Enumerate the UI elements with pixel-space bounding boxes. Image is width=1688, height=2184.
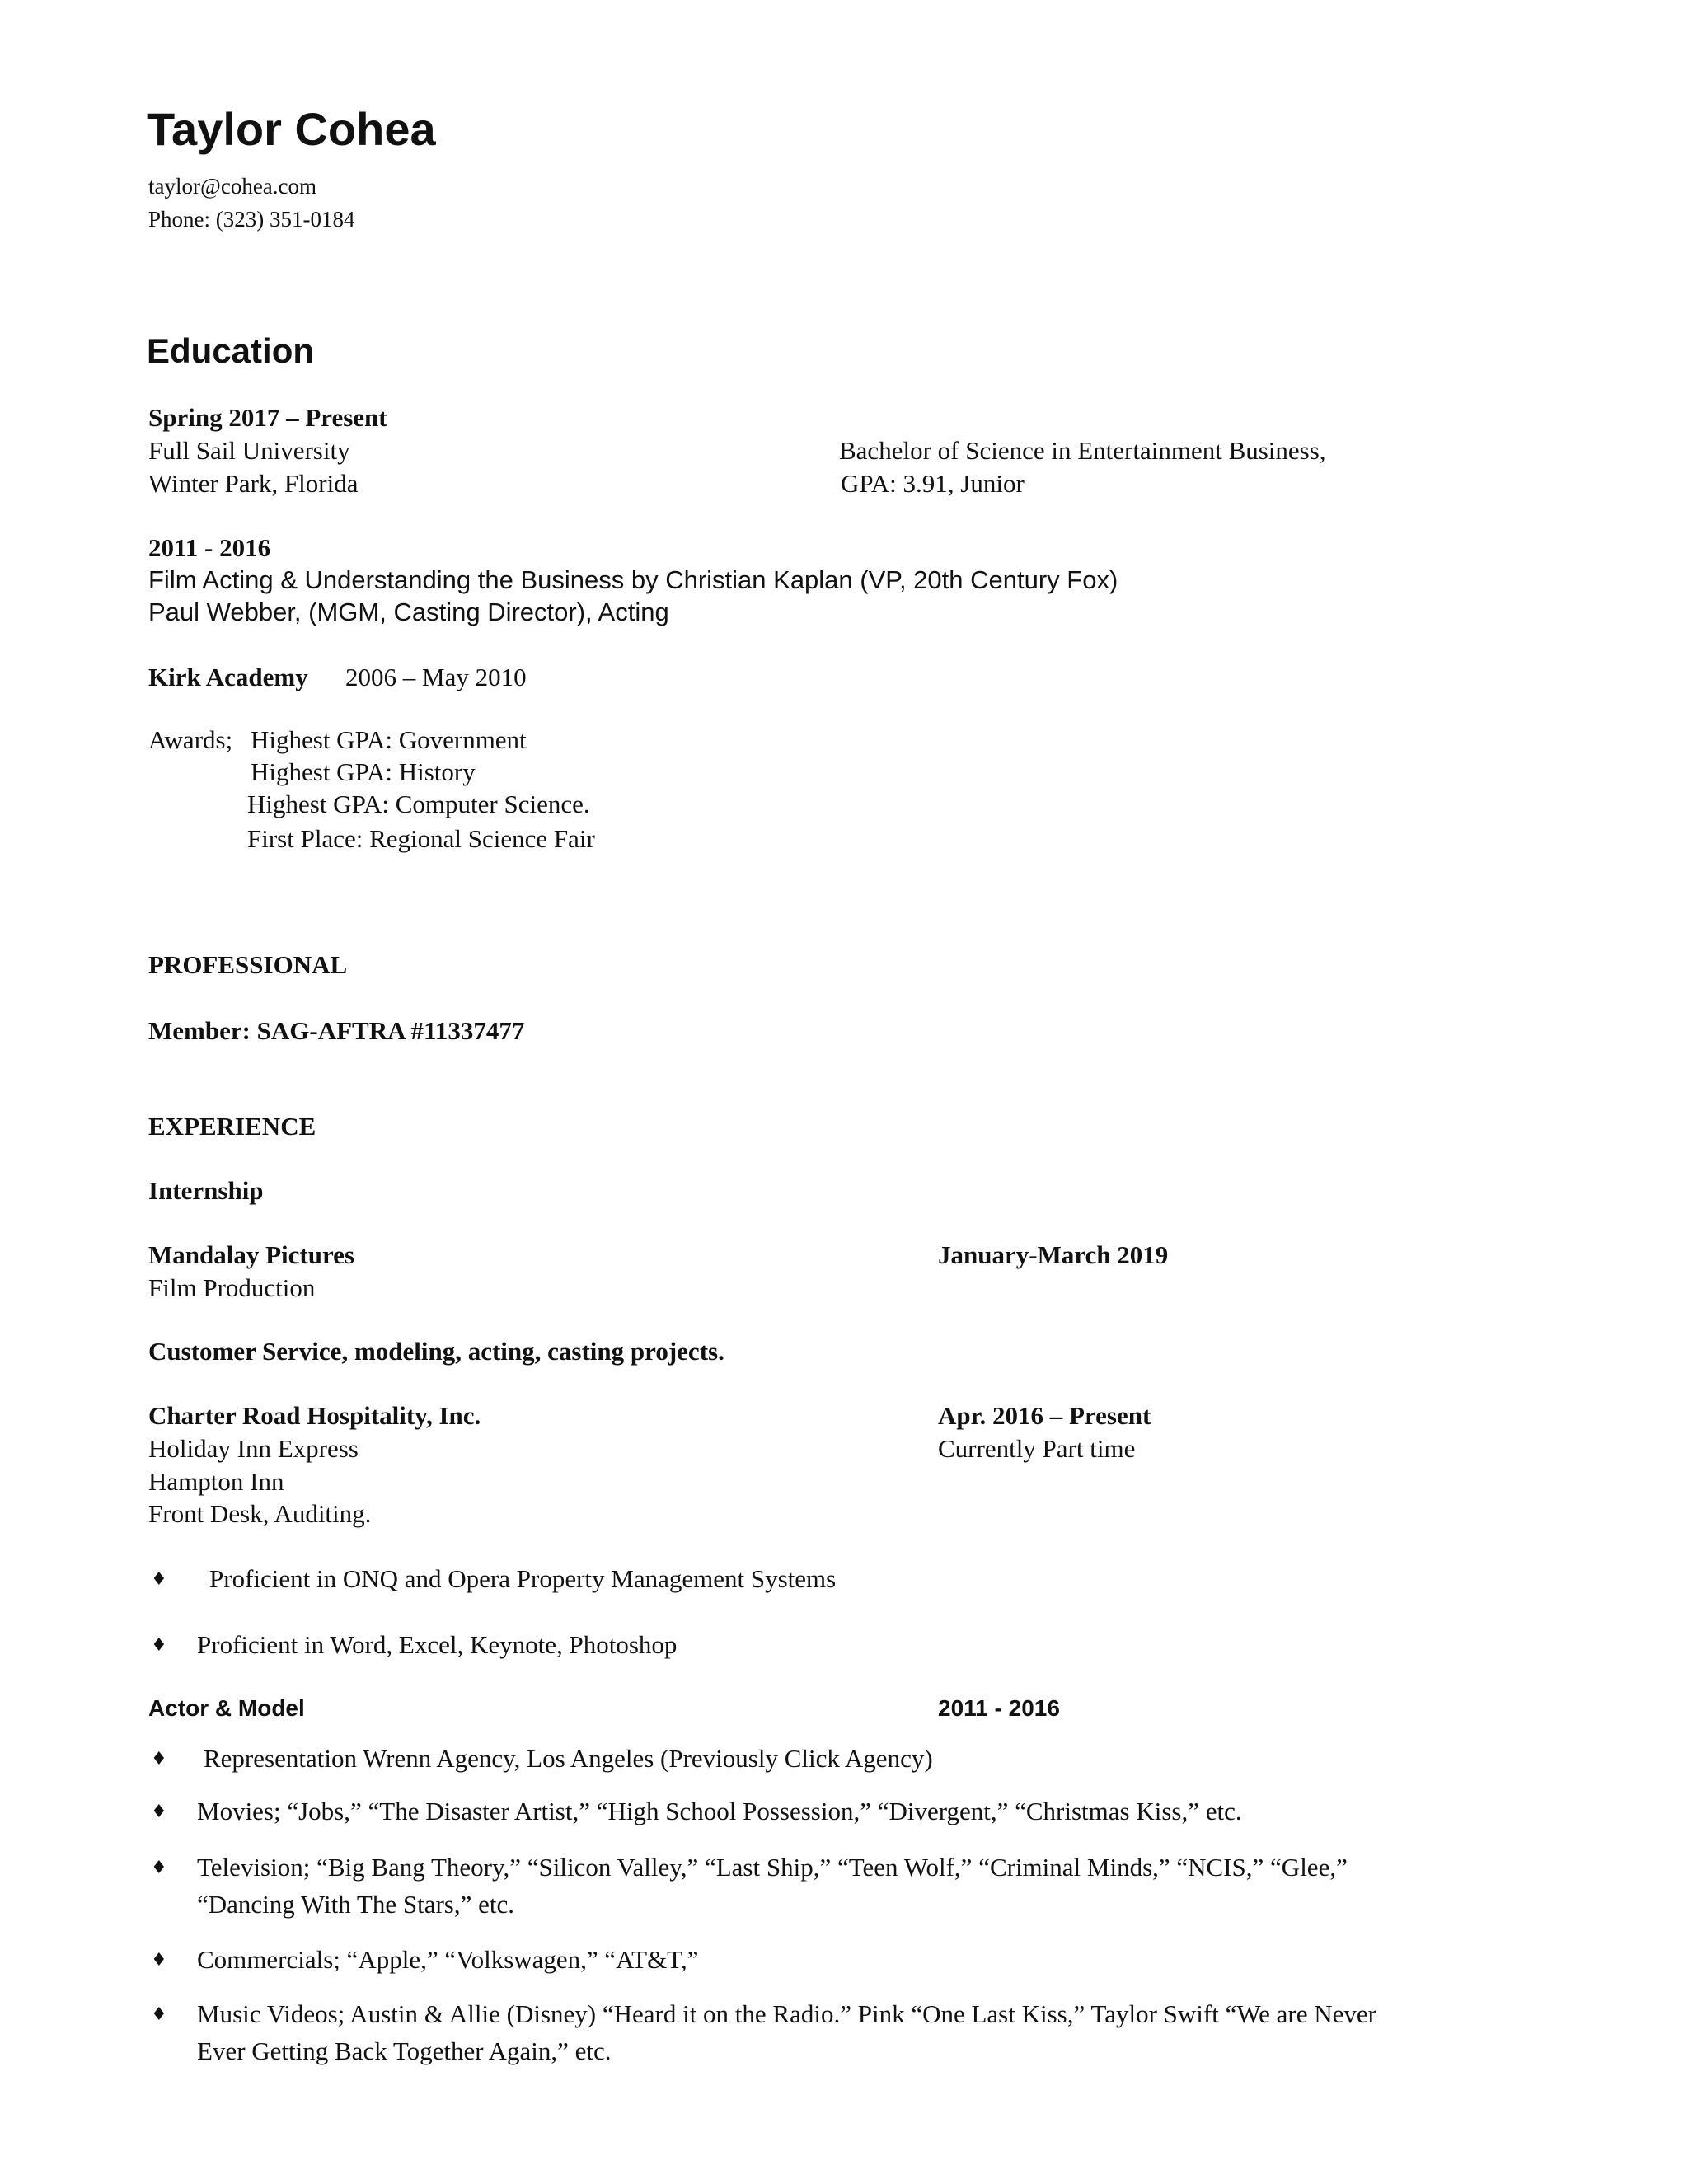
edu3-dates: 2006 – May 2010	[345, 663, 527, 691]
actor-bullet: Music Videos; Austin & Allie (Disney) “Heard it on the Radio.” Pink “One Last Kiss,” Taylor Swift “We are Never	[197, 1999, 1376, 2028]
diamond-bullet-icon: ♦	[151, 2004, 167, 2025]
mandalay-dates: January-March 2019	[938, 1240, 1169, 1269]
charter-bullet: Proficient in ONQ and Opera Property Management Systems	[209, 1564, 837, 1593]
actor-bullet: Movies; “Jobs,” “The Disaster Artist,” “High School Possession,” “Divergent,” “Christmas Kiss,” etc.	[197, 1797, 1242, 1825]
award-item: Highest GPA: Government	[251, 725, 527, 754]
email-text: taylor@cohea.com	[148, 174, 317, 199]
candidate-name: Taylor Cohea	[147, 103, 436, 155]
mandalay-role: Film Production	[148, 1273, 316, 1302]
charter-company: Charter Road Hospitality, Inc.	[148, 1401, 481, 1430]
diamond-bullet-icon: ♦	[151, 1950, 167, 1971]
membership-text: Member: SAG-AFTRA #11337477	[148, 1016, 525, 1045]
edu1-school: Full Sail University	[148, 436, 350, 465]
internship-label: Internship	[148, 1176, 264, 1205]
charter-bullet: Proficient in Word, Excel, Keynote, Photoshop	[197, 1630, 678, 1659]
actor-bullet: Representation Wrenn Agency, Los Angeles (Previously Click Agency)	[204, 1744, 933, 1773]
charter-dates: Apr. 2016 – Present	[938, 1401, 1151, 1430]
charter-line2: Hampton Inn	[148, 1467, 284, 1496]
mandalay-company: Mandalay Pictures	[148, 1240, 354, 1269]
edu1-gpa: GPA: 3.91, Junior	[841, 469, 1025, 498]
professional-heading: PROFESSIONAL	[148, 950, 348, 979]
actor-bullet-continuation: Ever Getting Back Together Again,” etc.	[197, 2036, 612, 2065]
awards-label: Awards;	[148, 725, 233, 754]
actor-bullet-continuation: “Dancing With The Stars,” etc.	[197, 1890, 514, 1919]
edu2-line2: Paul Webber, (MGM, Casting Director), Acting	[148, 598, 669, 626]
diamond-bullet-icon: ♦	[151, 1635, 167, 1656]
actor-title: Actor & Model	[148, 1695, 305, 1721]
charter-line1: Holiday Inn Express	[148, 1434, 359, 1463]
actor-bullet: Commercials; “Apple,” “Volkswagen,” “AT&T,”	[197, 1945, 699, 1974]
edu2-dates: 2011 - 2016	[148, 533, 271, 562]
edu3-school: Kirk Academy	[148, 663, 308, 691]
charter-line3: Front Desk, Auditing.	[148, 1499, 372, 1528]
mandalay-summary: Customer Service, modeling, acting, casting projects.	[148, 1337, 724, 1366]
award-item: Highest GPA: History	[251, 757, 476, 786]
charter-status: Currently Part time	[938, 1434, 1136, 1463]
actor-dates: 2011 - 2016	[938, 1695, 1060, 1721]
diamond-bullet-icon: ♦	[151, 1749, 167, 1769]
edu1-dates: Spring 2017 – Present	[148, 403, 387, 432]
award-item: Highest GPA: Computer Science.	[247, 790, 590, 818]
diamond-bullet-icon: ♦	[151, 1569, 167, 1590]
diamond-bullet-icon: ♦	[151, 1858, 167, 1878]
award-item: First Place: Regional Science Fair	[247, 824, 595, 853]
edu1-degree: Bachelor of Science in Entertainment Business,	[839, 436, 1326, 465]
education-heading: Education	[147, 331, 315, 370]
edu1-location: Winter Park, Florida	[148, 469, 359, 498]
actor-bullet: Television; “Big Bang Theory,” “Silicon Valley,” “Last Ship,” “Teen Wolf,” “Criminal Minds,” “NCIS,” “Glee,”	[197, 1853, 1348, 1882]
experience-heading: EXPERIENCE	[148, 1112, 316, 1141]
diamond-bullet-icon: ♦	[151, 1802, 167, 1822]
edu2-line1: Film Acting & Understanding the Business by Christian Kaplan (VP, 20th Century Fox)	[148, 565, 1118, 594]
phone-text: Phone: (323) 351-0184	[148, 207, 355, 232]
